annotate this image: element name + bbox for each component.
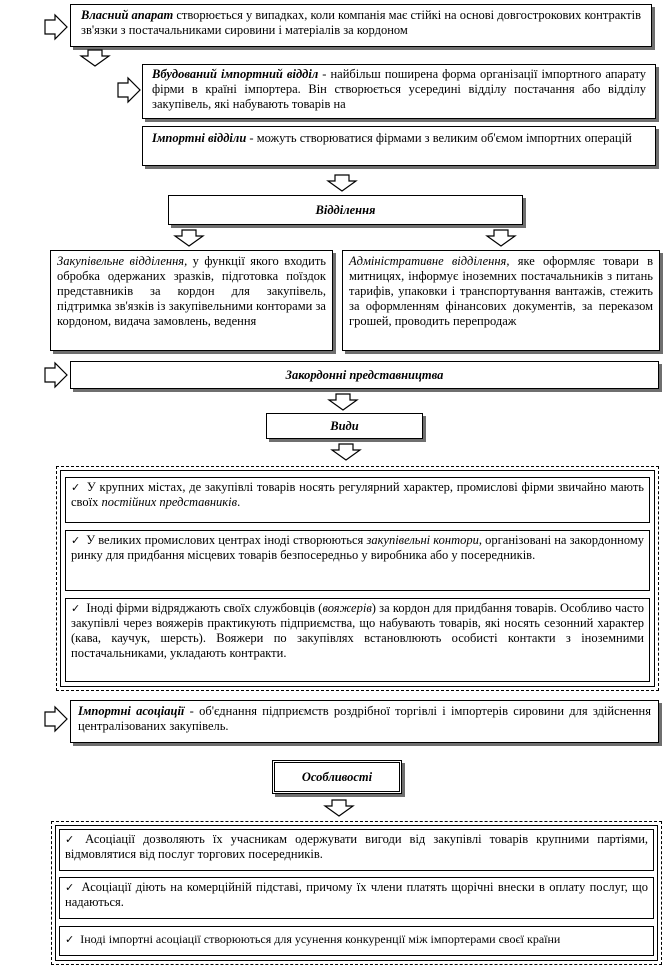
departments-title-box bbox=[168, 195, 523, 225]
features-title: Особливості bbox=[301, 770, 373, 784]
check-icon: ✓ bbox=[65, 833, 80, 846]
down-arrow-icon bbox=[328, 393, 358, 411]
admin-department-box bbox=[342, 250, 660, 351]
type-item-voyagers: ✓ Іноді фірми відряджають своїх службовців (вояжерів) за кордон для придбання товарів. Особливо часто закупівлі через вояжерів практикують підприємства, що набувають товарів, які носять сезонний характер (кава, каучук, шерсть). Вояжери по закупівлях встановлюють особисті контакти з іноземними постачальниками, укладають контракти. bbox=[65, 598, 650, 682]
types-title-box bbox=[266, 413, 423, 439]
feature-item-eliminating-competition: ✓ Іноді імпортні асоціації створюються для усунення конкуренції між імпортерами своєї країни bbox=[59, 926, 654, 956]
foreign-offices-title-box bbox=[70, 361, 659, 389]
types-title: Види bbox=[330, 419, 359, 433]
down-arrow-icon bbox=[80, 49, 110, 67]
features-title-box bbox=[272, 760, 402, 794]
purchasing-department-term: Закупівельне відділення, bbox=[57, 254, 188, 268]
import-associations-term: Імпортні асоціації bbox=[78, 704, 185, 718]
import-departments-term: Імпортні відділи bbox=[152, 131, 247, 145]
import-associations-text: - об'єднання підприємств роздрібної торгівлі і імпортерів сировини для здійснення централізованих закупівель. bbox=[78, 704, 651, 733]
built-in-department-text: - найбільш поширена форма організації імпортного апарату фірми в країні імпортера. Він створюється усередині відділу постачання або відділу закупівель, які набувають товарів на bbox=[152, 67, 646, 111]
own-apparatus-box bbox=[70, 4, 652, 47]
right-arrow-icon bbox=[44, 362, 68, 388]
down-arrow-icon bbox=[331, 443, 361, 461]
check-icon: ✓ bbox=[71, 534, 81, 547]
built-in-department-term: Вбудований імпортний відділ bbox=[152, 67, 319, 81]
own-apparatus-text: створюється у випадках, коли компанія має стійкі на основі довгострокових контрактів зв'язки з постачальниками сировини і матеріалів за кордоном bbox=[81, 8, 642, 37]
foreign-offices-title: Закордонні представництва bbox=[285, 368, 444, 382]
type-item-purchasing-offices: ✓ У великих промислових центрах іноді створюються закупівельні контори, організовані на закордонному ринку для придбання місцевих товарів безпосередньо у виробника або у посередників. bbox=[65, 530, 650, 591]
import-associations-box bbox=[70, 700, 659, 743]
purchasing-department-box bbox=[50, 250, 333, 351]
right-arrow-icon bbox=[44, 706, 68, 732]
import-departments-text: - можуть створюватися фірмами з великим об'ємом імпортних операцій bbox=[246, 131, 632, 145]
check-icon: ✓ bbox=[71, 602, 81, 615]
right-arrow-icon bbox=[117, 77, 141, 103]
feature-item-commercial-basis: ✓ Асоціації діють на комерційній підставі, причому їх члени платять щорічні внески в оплату послуг, що надаються. bbox=[59, 877, 654, 919]
down-arrow-icon bbox=[324, 799, 354, 817]
right-arrow-icon bbox=[44, 14, 68, 40]
departments-title: Відділення bbox=[315, 203, 376, 217]
down-arrow-icon bbox=[174, 229, 204, 247]
own-apparatus-term: Власний апарат bbox=[81, 8, 174, 22]
down-arrow-icon bbox=[327, 174, 357, 192]
down-arrow-icon bbox=[486, 229, 516, 247]
check-icon: ✓ bbox=[71, 481, 81, 494]
admin-department-term: Адміністративне відділення, bbox=[349, 254, 510, 268]
check-icon: ✓ bbox=[65, 881, 76, 894]
check-icon: ✓ bbox=[65, 933, 75, 946]
purchasing-department-text: у функції якого входить обробка одержаних зразків, підготовка поїздок представників за кордон для закупівель, підтримка зв'язків із закупівельними конторами за кордоном, видача замовлень, ведення bbox=[57, 254, 327, 328]
type-item-permanent-representatives: ✓ У крупних містах, де закупівлі товарів носять регулярний характер, промислові фірми звичайно мають своїх постійних представників. bbox=[65, 477, 650, 523]
admin-department-text: яке оформляє товари в митницях, інформує іноземних постачальників з питань тарифів, упаковки і транспортування вантажів, стежить за оформленням фінансових документів, за переказом грошей, проводить перепродаж bbox=[349, 254, 653, 328]
built-in-department-box bbox=[142, 64, 656, 119]
import-departments-box bbox=[142, 126, 656, 166]
feature-item-bulk-purchasing: ✓ Асоціації дозволяють їх учасникам одержувати вигоди від закупівлі товарів крупними партіями, відмовлятися від послуг торгових посередників. bbox=[59, 829, 654, 871]
